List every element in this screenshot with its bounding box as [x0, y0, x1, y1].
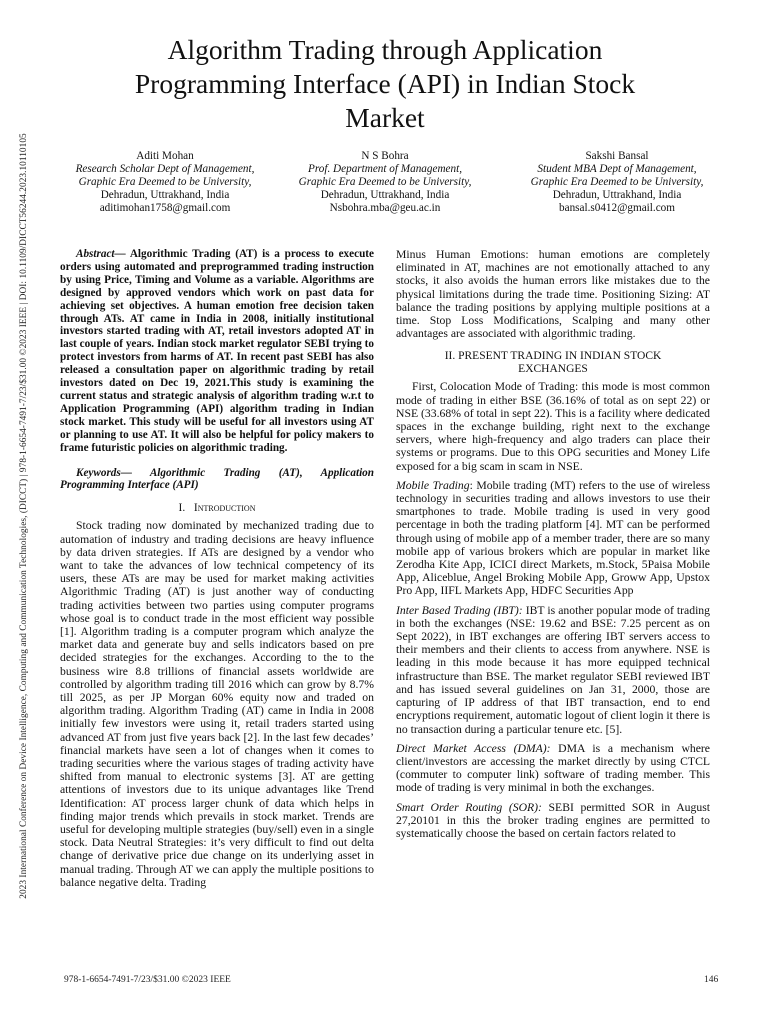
keywords	[60, 467, 374, 493]
section-heading-introduction	[60, 502, 374, 515]
title-line-2: Programming Interface (API) in Indian Stock	[134, 68, 636, 99]
section-heading-line-2: EXCHANGES	[518, 363, 588, 376]
keywords-text: Algorithmic Trading (AT), Application Programming Interface (API)	[60, 466, 374, 492]
left-column	[60, 248, 374, 889]
paper-title	[70, 33, 700, 135]
mobile-trading-text: : Mobile trading (MT) refers to the use of wireless technology in securities trading and allows investors to use their smartphones to trade. Mobile trading is used in very good percentage in both the trading platform [4]. MT can be performed through using of mobile app of a member trader, there are so many mobile app of various brokers which are popular in market like Zerodha Kite App, ICICI direct Markets, m.Stock, 5Paisa Mobile App, Aliceblue, Angel Broking Mobile App, Groww App, Upstox Pro App, IIFL Markets App, HDFC Securities App	[396, 478, 710, 598]
author-affiliation: Prof. Department of Management,	[307, 163, 462, 175]
author-affiliation: Student MBA Dept of Management,	[537, 163, 697, 175]
ibt-paragraph	[396, 604, 710, 736]
abstract	[60, 248, 374, 455]
title-line-3: Market	[345, 102, 425, 133]
author-name: N S Bohra	[361, 150, 409, 162]
author-name: Sakshi Bansal	[585, 150, 649, 162]
author-affiliation: Graphic Era Deemed to be University,	[78, 176, 252, 188]
author-location: Dehradun, Uttrakhand, India	[320, 189, 450, 201]
author-location: Dehradun, Uttrakhand, India	[100, 189, 230, 201]
abstract-label: Abstract—	[76, 248, 126, 260]
author-affiliation: Research Scholar Dept of Management,	[75, 163, 255, 175]
continued-paragraph: Minus Human Emotions: human emotions are completely eliminated in AT, machines are not emotionally attached to any stocks, it also avoids the human errors like mistakes due to the physical limitations during the trade time. Positioning Sizing: AT balance the trading positions by applying multiple positions at a time. Stop Loss Modifications, Scalping and many other advantages are associated with algorithmic trading.	[396, 248, 710, 341]
footer-copyright: 978-1-6654-7491-7/23/$31.00 ©2023 IEEE	[64, 975, 231, 985]
section-title-first: I	[193, 502, 198, 515]
section-number: I.	[178, 502, 186, 515]
keywords-label: Keywords—	[76, 466, 132, 479]
author-affiliation: Graphic Era Deemed to be University,	[530, 176, 704, 188]
author-affiliation: Graphic Era Deemed to be University,	[298, 176, 472, 188]
author-name: Aditi Mohan	[136, 150, 194, 162]
author-block-1	[55, 150, 275, 215]
dma-paragraph	[396, 742, 710, 795]
page-number: 146	[704, 975, 719, 985]
section-title-rest: ntroduction	[197, 502, 256, 515]
mobile-trading-label: Mobile Trading	[396, 478, 470, 492]
sor-text: SEBI permitted SOR in August 27,20101 in this the broker trading engines are permitted to systematically choose the based on certain factors related to	[396, 800, 710, 840]
author-location: Dehradun, Uttrakhand, India	[552, 189, 682, 201]
right-column	[396, 248, 710, 840]
author-email: bansal.s0412@gmail.com	[559, 202, 675, 214]
doi-sidebar	[14, 116, 34, 916]
sidebar-text: 2023 International Conference on Device Intelligence, Computing and Communication Technologies, (DICCT) | 978-1-6654-7491-7/23/$31.00 ©2023 IEEE | DOI: 10.1109/DICCT56244.2023.10110105	[19, 133, 29, 899]
section-heading-present-trading	[396, 350, 710, 376]
author-email: Nsbohra.mba@geu.ac.in	[329, 202, 441, 214]
ibt-label: Inter Based Trading (IBT):	[396, 603, 523, 617]
sor-paragraph	[396, 801, 710, 841]
abstract-text: Algorithmic Trading (AT) is a process to execute orders using automated and preprogrammed trading instruction by using Price, Timing and Volume as a variable. Algorithms are designed by approved vendors which work on past data for achieving set objectives. A human emotion free decision taken through ATs. AT came in India in 2008, initially institutional investors started trading with AT, retail investors adopted AT in last couple of years. Indian stock market regulator SEBI trying to protect investors from harms of AT. In recent past SEBI has also released a consultation paper on algorithmic trading by retail investors dated on Dec 19, 2021.This study is examining the current status and strategic analysis of algorithm trading w.r.t to Application Programming (API) algorithm trading in Indian stock market. This study will be useful for all investors using AT or planning to use AT. It will also be helpful for policy makers to frame futuristic policies on algorithmic trading.	[60, 248, 374, 454]
colocation-paragraph: First, Colocation Mode of Trading: this mode is most common mode of trading in either BSE (36.16% of total as on sept 22) or NSE (33.68% of total in sept 22). This is a facility where dedicated spaces in the exchange building, right next to the exchange servers, where high-frequency and algo traders can place their systems or programs. Due to this OPG securities and Money Life exposed for a big scam in scam in NSE.	[396, 380, 710, 473]
dma-text: DMA is a mechanism where client/investors are accessing the market directly by using CTCL (commuter to computer link) software of trading member. This mode of trading is very minimal in both the exchanges.	[396, 741, 710, 795]
title-line-1: Algorithm Trading through Application	[167, 34, 603, 65]
sor-label: Smart Order Routing (SOR):	[396, 800, 542, 814]
ibt-text: IBT is another popular mode of trading in both the exchanges (NSE: 19.62 and BSE: 7.25 percent as on Sept 2022), in IBT exchanges are offering IBT servers access to their members and their clients to access from anywhere. NSE is leading in this mode because it has more equipped technical infrastructure than BSE. The market regulator SEBI reviewed IBT and has issued several guidelines on Jan 31, 2000, those are capturing of IP address of that IBT transaction, end to end encryptions requirement, automatic logout of client login it there is no transaction during a particular tenure etc. [5].	[396, 603, 710, 736]
section-heading-line-1: II. PRESENT TRADING IN INDIAN STOCK	[444, 350, 662, 363]
mobile-trading-paragraph	[396, 479, 710, 598]
introduction-paragraph: Stock trading now dominated by mechanized trading due to automation of industry and trading decisions are heavy influence by data driven strategies. If ATs are designed by a vendor who want to take the advances of low technical competency of its users, these ATs are may be used for market making activities Algorithmic Trading (AT) is just another way of conducting trading activities between two parties using computer programs whose goal is to conduct trade in the most efficient way possible [1]. Algorithm trading is a computer program which analyze the market data and generate buy and sells indicators based on pre decided strategies for the exchanges. According to the to the business wire 8.8 trillions of financial assets worldwide are controlled by algorithm trading till 2016 which can grow by 8.7% till 2025, as per JP Morgan 60% equity now and traded on algorithm trading. Algorithm Trading (AT) came in India in 2008 initially few investors were using it, retail traders started using advanced AT from just five years back [2]. In the last few decades’ financial markets have seen a lot of changes when it comes to trading securities where the various stages of trading activity have shifted from manual to electronic systems [3]. AT are getting attentions of investors due to its unique advantages like Trend Identification: AT process larger chunk of data which helps in finding major trends which prevails in stock market. Trends are useful for developing multiple strategies (buy/sell) even in a single stock. Data Neutral Strategies: it’s very difficult to find out delta change of derivative price due change on its underlying asset in manual trading. Through AT we can apply the multiple positions to balance negative delta. Trading	[60, 519, 374, 889]
author-email: aditimohan1758@gmail.com	[99, 202, 231, 214]
author-block-2	[275, 150, 495, 215]
author-block-3	[507, 150, 727, 215]
dma-label: Direct Market Access (DMA):	[396, 741, 551, 755]
